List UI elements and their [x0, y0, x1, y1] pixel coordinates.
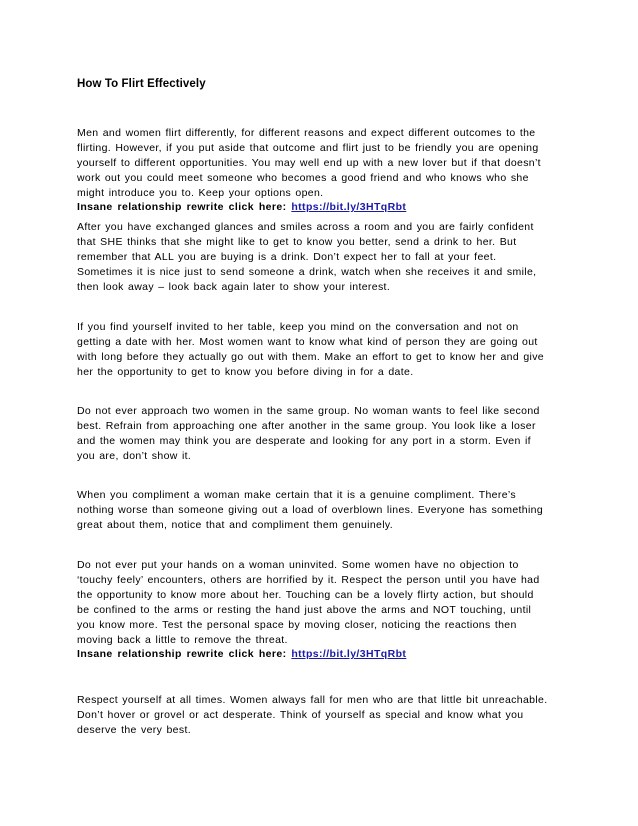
paragraph-6 — [77, 558, 577, 648]
text-line: Do not ever put your hands on a woman uninvited. Some women have no objection to — [77, 559, 519, 571]
paragraph-2 — [77, 220, 577, 295]
document-title: How To Flirt Effectively — [77, 78, 206, 90]
text-line: the opportunity to know more about her. Touching can be a lovely flirty action, but should — [77, 589, 534, 601]
text-line: When you compliment a woman make certain that it is a genuine compliment. There’s — [77, 489, 516, 501]
text-line: Do not ever approach two women in the same group. No woman wants to feel like second — [77, 405, 540, 417]
text-line: ‘touchy feely’ encounters, others are horrified by it. Respect the person until you have had — [77, 574, 540, 586]
paragraph-1 — [77, 126, 577, 201]
paragraph-4 — [77, 404, 577, 464]
text-line: and the women may think you are desperate and looking for any port in a storm. Even if — [77, 435, 531, 447]
paragraph-5 — [77, 488, 577, 533]
text-line: work out you could meet someone who becomes a good friend and who knows who she — [77, 172, 529, 184]
text-line: best. Refrain from approaching one after another in the same group. You look like a loser — [77, 420, 536, 432]
promo-line — [77, 200, 577, 215]
text-line: Men and women flirt differently, for different reasons and expect different outcomes to the — [77, 127, 536, 139]
paragraph-3 — [77, 320, 577, 380]
promo-label: Insane relationship rewrite click here: — [77, 201, 287, 213]
text-line: If you find yourself invited to her table, keep you mind on the conversation and not on — [77, 321, 519, 333]
text-line: that SHE thinks that she might like to get to know you better, send a drink to her. But — [77, 236, 517, 248]
text-line: might introduce you to. Keep your options open. — [77, 187, 324, 199]
text-line: you are, don’t show it. — [77, 450, 192, 462]
text-line: remember that ALL you are buying is a drink. Don’t expect her to fall at your feet. — [77, 251, 497, 263]
text-line: with long before they actually go out with them. Make an effort to get to know her and give — [77, 351, 544, 363]
text-line: then look away – look back again later to show your interest. — [77, 281, 391, 293]
promo-label: Insane relationship rewrite click here: — [77, 648, 287, 660]
text-line: yourself to different opportunities. You may well end up with a new lover but if that doesn’t — [77, 157, 541, 169]
text-line: you know more. Test the personal space by moving closer, noticing the reactions then — [77, 619, 517, 631]
text-line: Don’t hover or grovel or act desperate. Think of yourself as special and know what you — [77, 709, 524, 721]
text-line: nothing worse than someone giving out a load of overblown lines. Everyone has something — [77, 504, 544, 516]
text-line: be confined to the arms or resting the hand just above the arms and NOT touching, until — [77, 604, 532, 616]
promo-link[interactable]: https://bit.ly/3HTqRbt — [291, 201, 407, 213]
text-line: getting a date with her. Most women want to know what kind of person they are going out — [77, 336, 538, 348]
promo-link[interactable]: https://bit.ly/3HTqRbt — [291, 648, 407, 660]
promo-line — [77, 647, 577, 662]
paragraph-7 — [77, 693, 577, 738]
text-line: Sometimes it is nice just to send someone a drink, watch when she receives it and smile, — [77, 266, 537, 278]
text-line: After you have exchanged glances and smiles across a room and you are fairly confident — [77, 221, 534, 233]
text-line: deserve the very best. — [77, 724, 192, 736]
text-line: great about them, notice that and compliment them genuinely. — [77, 519, 393, 531]
text-line: flirting. However, if you put aside that outcome and flirt just to be friendly you are opening — [77, 142, 539, 154]
text-line: Respect yourself at all times. Women always fall for men who are that little bit unreachable. — [77, 694, 548, 706]
text-line: moving back a little to remove the threat. — [77, 634, 288, 646]
text-line: her the opportunity to get to know you before diving in for a date. — [77, 366, 414, 378]
